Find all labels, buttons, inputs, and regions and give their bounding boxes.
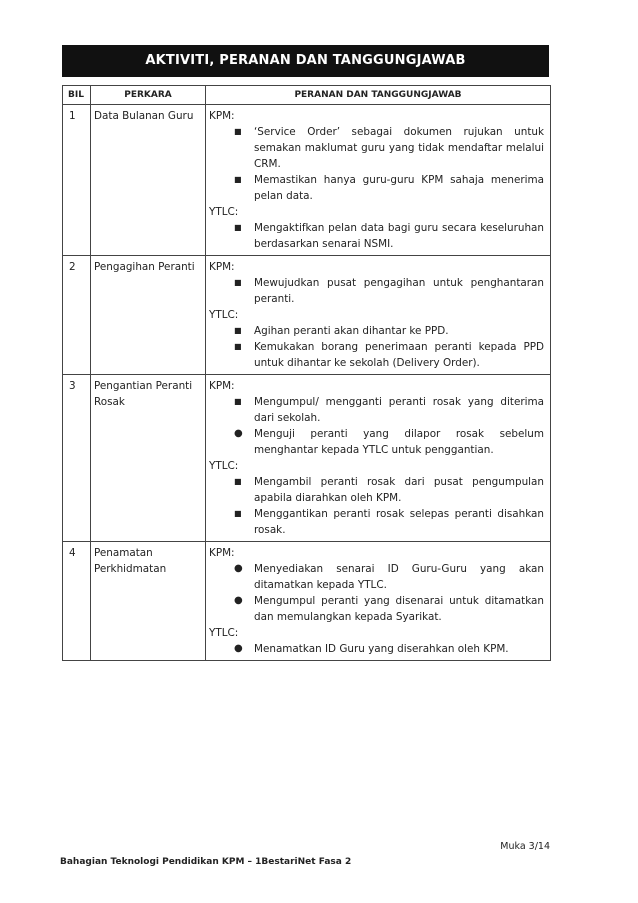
role-section (209, 259, 544, 307)
item-text: Menyediakan senarai ID Guru-Guru yang akan ditamatkan kepada YTLC. (254, 563, 544, 591)
list-item (209, 474, 544, 506)
list-item (209, 124, 544, 172)
responsibility-list (209, 275, 544, 307)
bullet-square-icon: ■ (234, 278, 242, 287)
bullet-dot-icon: ● (234, 428, 243, 439)
table-row (63, 105, 551, 256)
list-item (209, 593, 544, 625)
list-item (209, 394, 544, 426)
cell-bil: 3 (63, 375, 91, 542)
list-item (209, 641, 544, 657)
cell-perkara: Pengantian Peranti Rosak (91, 375, 206, 542)
cell-peranan (206, 542, 551, 661)
section-label: YTLC: (209, 627, 239, 639)
cell-bil: 4 (63, 542, 91, 661)
bullet-dot-icon: ● (234, 643, 243, 654)
item-text: Menggantikan peranti rosak selepas peranti disahkan rosak. (254, 508, 544, 536)
list-item (209, 339, 544, 371)
responsibility-list (209, 323, 544, 371)
role-section (209, 307, 544, 371)
cell-peranan (206, 105, 551, 256)
roles-table (62, 85, 551, 661)
bullet-square-icon: ■ (234, 127, 242, 136)
cell-perkara: Penamatan Perkhidmatan (91, 542, 206, 661)
column-header-perkara: PERKARA (91, 86, 206, 105)
list-item (209, 220, 544, 252)
bullet-square-icon: ■ (234, 342, 242, 351)
bullet-square-icon: ■ (234, 326, 242, 335)
list-item (209, 275, 544, 307)
table-row (63, 375, 551, 542)
role-section (209, 108, 544, 204)
bullet-square-icon: ■ (234, 175, 242, 184)
section-label: YTLC: (209, 460, 239, 472)
responsibility-list (209, 124, 544, 204)
section-title: AKTIVITI, PERANAN DAN TANGGUNGJAWAB (62, 45, 549, 77)
item-text: Agihan peranti akan dihantar ke PPD. (254, 325, 449, 337)
column-header-peranan: PERANAN DAN TANGGUNGJAWAB (206, 86, 551, 105)
footer-text: Bahagian Teknologi Pendidikan KPM – 1BestariNet Fasa 2 (60, 857, 352, 867)
responsibility-list (209, 561, 544, 625)
section-label: KPM: (209, 261, 235, 273)
table-row (63, 256, 551, 375)
section-label: YTLC: (209, 309, 239, 321)
section-label: YTLC: (209, 206, 239, 218)
role-section (209, 458, 544, 538)
responsibility-list (209, 220, 544, 252)
item-text: Menamatkan ID Guru yang diserahkan oleh KPM. (254, 643, 509, 655)
table-body (63, 105, 551, 661)
cell-peranan (206, 375, 551, 542)
section-label: KPM: (209, 380, 235, 392)
section-label: KPM: (209, 547, 235, 559)
item-text: Memastikan hanya guru-guru KPM sahaja menerima pelan data. (254, 174, 544, 202)
list-item (209, 426, 544, 458)
item-text: Mengumpul peranti yang disenarai untuk ditamatkan dan memulangkan kepada Syarikat. (254, 595, 544, 623)
item-text: ‘Service Order’ sebagai dokumen rujukan untuk semakan maklumat guru yang tidak mendaftar melalui CRM. (254, 126, 544, 170)
page-number: Muka 3/14 (500, 841, 550, 852)
role-section (209, 378, 544, 458)
table-header-row (63, 86, 551, 105)
list-item (209, 561, 544, 593)
role-section (209, 204, 544, 252)
item-text: Mewujudkan pusat pengagihan untuk penghantaran peranti. (254, 277, 544, 305)
list-item (209, 323, 544, 339)
item-text: Mengumpul/ mengganti peranti rosak yang diterima dari sekolah. (254, 396, 544, 424)
bullet-square-icon: ■ (234, 477, 242, 486)
role-section (209, 625, 544, 657)
cell-bil: 1 (63, 105, 91, 256)
table-row (63, 542, 551, 661)
bullet-dot-icon: ● (234, 563, 243, 574)
section-label: KPM: (209, 110, 235, 122)
list-item (209, 506, 544, 538)
bullet-square-icon: ■ (234, 397, 242, 406)
item-text: Menguji peranti yang dilapor rosak sebelum menghantar kepada YTLC untuk penggantian. (254, 428, 544, 456)
item-text: Mengambil peranti rosak dari pusat pengumpulan apabila diarahkan oleh KPM. (254, 476, 544, 504)
cell-peranan (206, 256, 551, 375)
responsibility-list (209, 474, 544, 538)
cell-perkara: Data Bulanan Guru (91, 105, 206, 256)
responsibility-list (209, 394, 544, 458)
column-header-bil: BIL (63, 86, 91, 105)
cell-bil: 2 (63, 256, 91, 375)
bullet-dot-icon: ● (234, 595, 243, 606)
cell-perkara: Pengagihan Peranti (91, 256, 206, 375)
bullet-square-icon: ■ (234, 509, 242, 518)
responsibility-list (209, 641, 544, 657)
item-text: Kemukakan borang penerimaan peranti kepada PPD untuk dihantar ke sekolah (Delivery Order). (254, 341, 544, 369)
role-section (209, 545, 544, 625)
item-text: Mengaktifkan pelan data bagi guru secara keseluruhan berdasarkan senarai NSMI. (254, 222, 544, 250)
bullet-square-icon: ■ (234, 223, 242, 232)
list-item (209, 172, 544, 204)
